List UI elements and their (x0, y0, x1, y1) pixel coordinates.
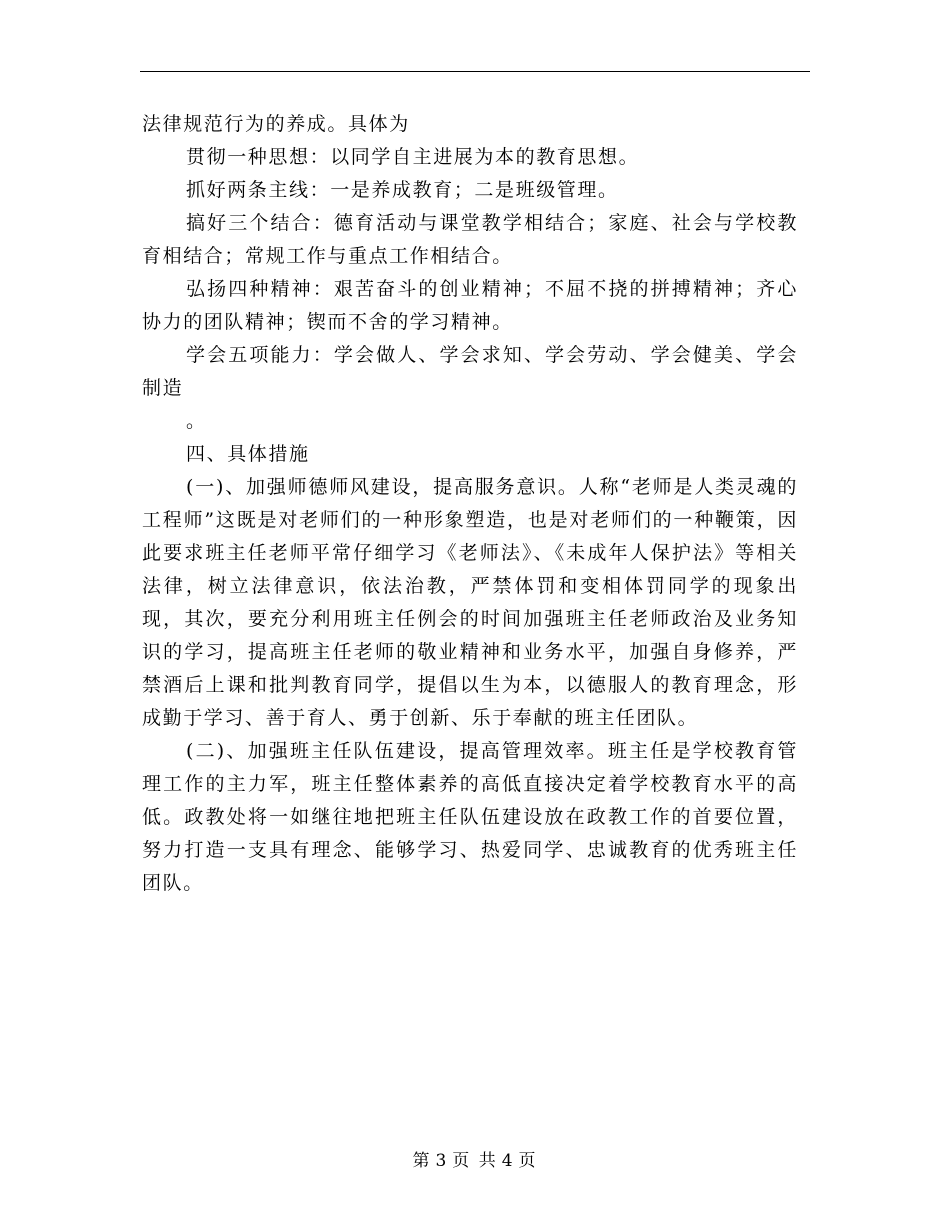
document-body (142, 108, 798, 900)
footer-prefix: 第 (412, 1151, 432, 1171)
footer-middle: 页 共 (452, 1151, 498, 1171)
paragraph-2: 贯彻一种思想：以同学自主进展为本的教育思想。 (186, 146, 640, 168)
paragraph-4: 搞好三个结合：德育活动与课堂教学相结合；家庭、社会与学校教育相结合；常规工作与重点工作相结合。 (142, 212, 798, 267)
section-heading: 四、具体措施 (186, 443, 310, 465)
footer-suffix: 页 (518, 1151, 538, 1171)
paragraph-10: (二)、加强班主任队伍建设，提高管理效率。班主任是学校教育管理工作的主力军，班主任整体素养的高低直接决定着学校教育水平的高低。政教处将一如继往地把班主任队伍建设放在政教工作的首要位置，努力打造一支具有理念、能够学习、热爱同学、忠诚教育的优秀班主任团队。 (142, 740, 798, 894)
header-rule (140, 71, 810, 72)
paragraph-1: 法律规范行为的养成。具体为 (142, 113, 410, 135)
paragraph-3: 抓好两条主线：一是养成教育；二是班级管理。 (186, 179, 619, 201)
footer-total-pages: 4 (501, 1151, 515, 1171)
paragraph-9: (一)、加强师德师风建设，提高服务意识。人称“老师是人类灵魂的工程师”这既是对老师们的一种形象塑造，也是对老师们的一种鞭策，因此要求班主任老师平常仔细学习《老师法》、《未成年人保护法》等相关法律，树立法律意识，依法治教，严禁体罚和变相体罚同学的现象出现，其次，要充分利用班主任例会的时间加强班主任老师政治及业务知识的学习，提高班主任老师的敬业精神和业务水平，加强自身修养，严禁酒后上课和批判教育同学，提倡以生为本，以德服人的教育理念，形成勤于学习、善于育人、勇于创新、乐于奉献的班主任团队。 (142, 476, 798, 729)
footer-current-page: 3 (435, 1151, 449, 1171)
paragraph-7: 。 (186, 410, 207, 432)
paragraph-6: 学会五项能力：学会做人、学会求知、学会劳动、学会健美、学会制造 (142, 344, 798, 399)
page-footer (0, 1146, 950, 1171)
paragraph-5: 弘扬四种精神：艰苦奋斗的创业精神；不屈不挠的拼搏精神；齐心协力的团队精神；锲而不舍的学习精神。 (142, 278, 798, 333)
